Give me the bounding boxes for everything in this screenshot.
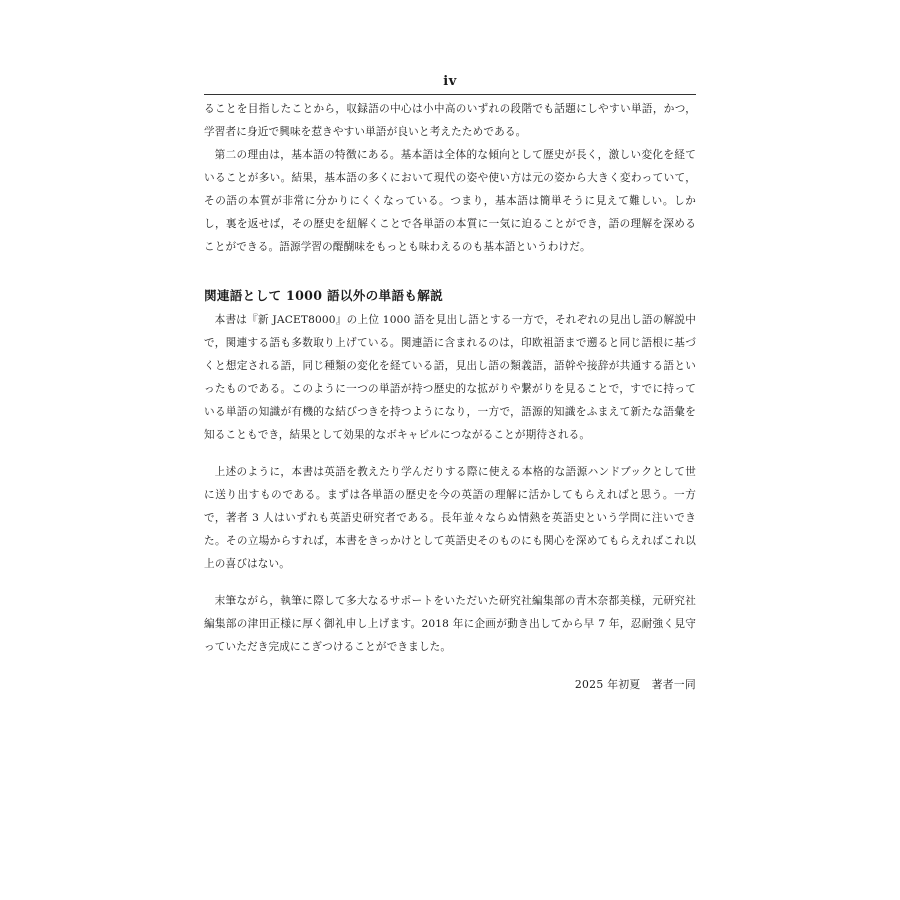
signature-line: 2025 年初夏 著者一同: [574, 678, 696, 691]
page-number: iv: [443, 74, 457, 89]
spacer: [204, 259, 696, 284]
page-body: [204, 98, 696, 696]
header-rule: [204, 94, 696, 95]
spacer: [204, 659, 696, 673]
continued-paragraph: ることを目指したことから，収録語の中心は小中高のいずれの段階でも話題にしやすい単語，かつ，学習者に身近で興味を惹きやすい単語が良いと考えたためである。: [204, 103, 696, 138]
section-heading: 関連語として 1000 語以外の単語も解説: [204, 288, 444, 303]
paragraph-acknowledgements: 末筆ながら，執筆に際して多大なるサポートをいただいた研究社編集部の青木奈都美様，元研究社編集部の津田正様に厚く御礼申し上げます。2018 年に企画が動き出してから早 7 年，忍耐強く見守っていただき完成にこぎつけることができました。: [204, 595, 696, 653]
paragraph-related-words: 本書は『新 JACET8000』の上位 1000 語を見出し語とする一方で，それぞれの見出し語の解説中で，関連する語も多数取り上げている。関連語に含まれるのは，印欧祖語まで遡ると同じ語根に基づくと想定される語，同じ種類の変化を経ている語，見出し語の類義語，語幹や接辞が共通する語といったものである。このように一つの単語が持つ歴史的な拡がりや繋がりを見ることで，すでに持っている単語の知識が有機的な結びつきを持つようになり，一方で，語源的知識をふまえて新たな語彙を知ることもでき，結果として効果的なボキャビルにつながることが期待される。: [204, 314, 696, 441]
paragraph-second-reason: 第二の理由は，基本語の特徴にある。基本語は全体的な傾向として歴史が長く，激しい変化を経ていることが多い。結果，基本語の多くにおいて現代の姿や使い方は元の姿から大きく変わっていて，その語の本質が非常に分かりにくくなっている。つまり，基本語は簡単そうに見えて難しい。しかし，裏を返せば，その歴史を紐解くことで各単語の本質に一気に迫ることができ，語の理解を深めることができる。語源学習の醍醐味をもっとも味わえるのも基本語というわけだ。: [204, 149, 696, 253]
spacer: [204, 447, 696, 461]
paragraph-closing-1: 上述のように，本書は英語を教えたり学んだりする際に使える本格的な語源ハンドブックとして世に送り出すものである。まずは各単語の歴史を今の英語の理解に活かしてもらえればと思う。一方で，著者 3 人はいずれも英語史研究者である。長年並々ならぬ情熱を英語史という学問に注いできた。その立場からすれば，本書をきっかけとして英語史そのものにも関心を深めてもらえればこれ以上の喜びはない。: [204, 466, 696, 570]
spacer: [204, 576, 696, 590]
book-page: [204, 72, 696, 691]
